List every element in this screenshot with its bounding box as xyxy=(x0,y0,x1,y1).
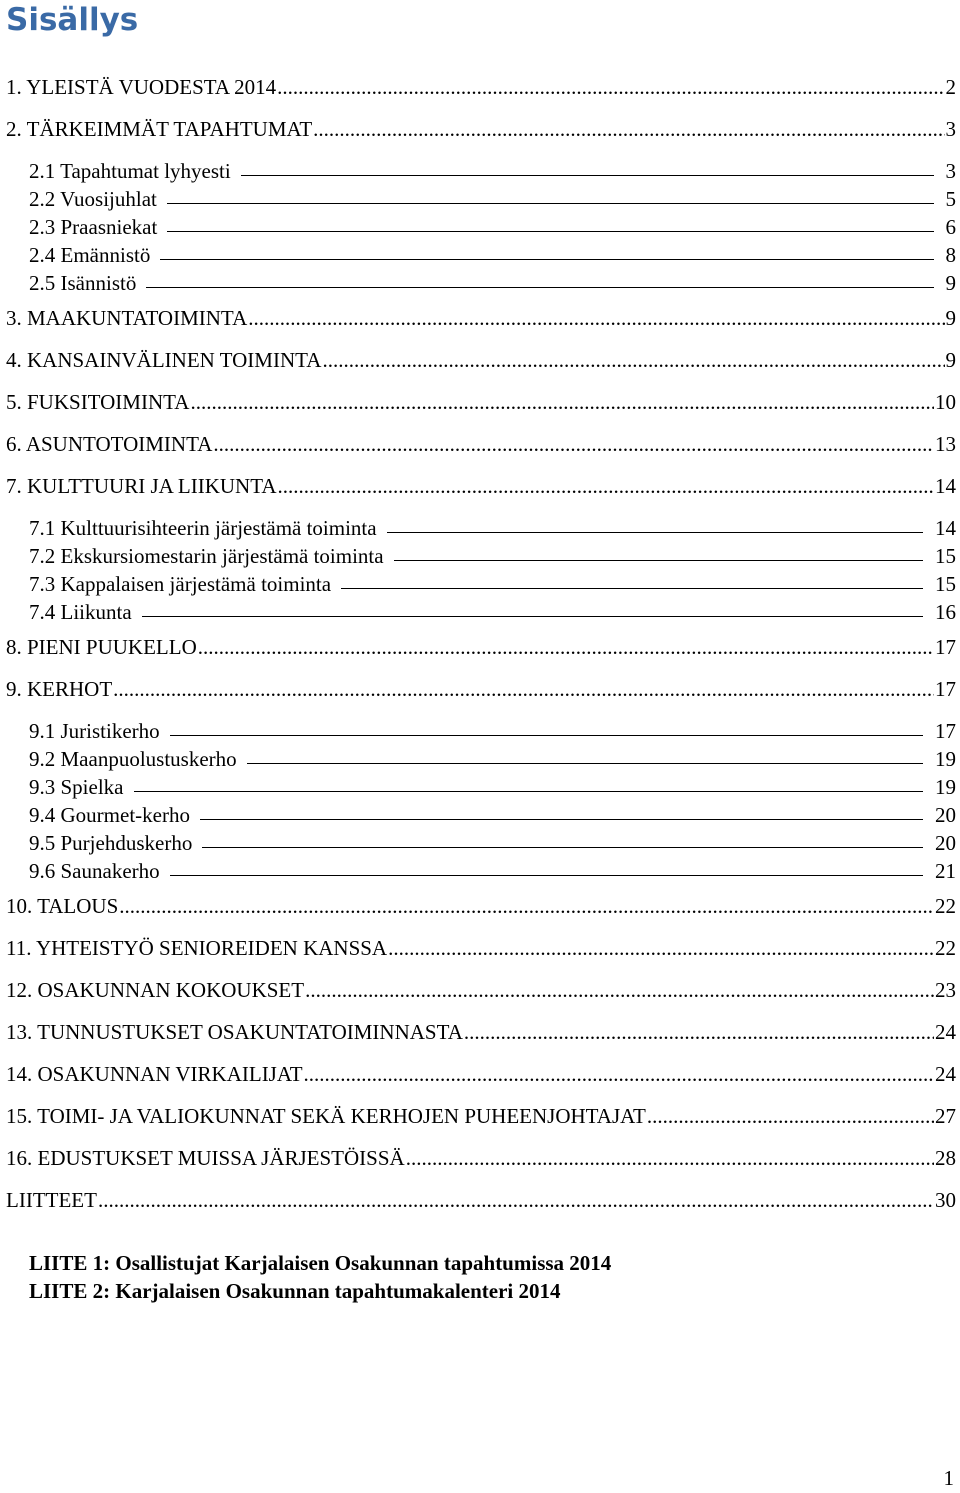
toc-entry-page: 9 xyxy=(945,348,956,372)
toc-entry-label: 9.6 Saunakerho xyxy=(29,859,160,883)
toc-entry-label: 4. KANSAINVÄLINEN TOIMINTA xyxy=(6,348,322,372)
toc-entry[interactable] xyxy=(6,423,956,465)
toc-entry-label: 7. KULTTUURI JA LIIKUNTA xyxy=(6,474,277,498)
toc-entry[interactable] xyxy=(6,801,956,829)
toc-entry-label: 9.4 Gourmet-kerho xyxy=(29,803,190,827)
toc-entry-page: 22 xyxy=(935,894,956,918)
toc-entry[interactable] xyxy=(6,745,956,773)
line-leader xyxy=(341,570,923,589)
toc-entry-page: 24 xyxy=(935,1062,956,1086)
line-leader xyxy=(394,542,923,561)
toc-entry[interactable] xyxy=(6,213,956,241)
toc-entry-page: 14 xyxy=(935,516,956,540)
toc-entry[interactable] xyxy=(6,381,956,423)
line-leader xyxy=(167,213,933,232)
toc-entry[interactable] xyxy=(6,269,956,297)
toc-entry-page: 19 xyxy=(935,775,956,799)
toc-entry[interactable] xyxy=(6,626,956,668)
toc-entry[interactable] xyxy=(6,339,956,381)
toc-entry[interactable] xyxy=(6,857,956,885)
toc-entry[interactable] xyxy=(6,157,956,185)
dot-leader xyxy=(305,969,934,1011)
toc-entry-label: 2.1 Tapahtumat lyhyesti xyxy=(29,159,231,183)
dot-leader xyxy=(388,927,934,969)
toc-entry-page: 22 xyxy=(935,936,956,960)
dot-leader xyxy=(464,1011,934,1053)
toc-entry-page: 5 xyxy=(945,187,956,211)
toc-entry-page: 8 xyxy=(945,243,956,267)
toc-entry-label: 9. KERHOT xyxy=(6,677,113,701)
toc-entry-page: 17 xyxy=(935,635,956,659)
line-leader xyxy=(160,241,933,260)
dot-leader xyxy=(190,381,934,423)
toc-entry-label: 1. YLEISTÄ VUODESTA 2014 xyxy=(6,75,277,99)
dot-leader xyxy=(213,423,934,465)
toc-entry-page: 15 xyxy=(935,544,956,568)
toc-entry[interactable] xyxy=(6,185,956,213)
toc-entry-label: 10. TALOUS xyxy=(6,894,119,918)
line-leader xyxy=(202,829,923,848)
toc-entry[interactable] xyxy=(6,542,956,570)
toc-entry-label: 7.2 Ekskursiomestarin järjestämä toiminta xyxy=(29,544,384,568)
toc-entry[interactable] xyxy=(6,108,956,150)
toc-entry-page: 3 xyxy=(945,117,956,141)
toc-entry-label: 9.5 Purjehduskerho xyxy=(29,831,193,855)
toc-entry-page: 20 xyxy=(935,831,956,855)
line-leader xyxy=(170,857,923,876)
toc-entry-page: 30 xyxy=(935,1188,956,1212)
toc-entry-page: 19 xyxy=(935,747,956,771)
line-leader xyxy=(170,717,923,736)
dot-leader xyxy=(113,668,934,710)
toc-entry-label: 5. FUKSITOIMINTA xyxy=(6,390,190,414)
toc-entry-page: 24 xyxy=(935,1020,956,1044)
toc-entry-page: 17 xyxy=(935,719,956,743)
appendix-item-1: LIITE 1: Osallistujat Karjalaisen Osakunnan tapahtumissa 2014 xyxy=(29,1251,612,1275)
toc-entry-label: 2.2 Vuosijuhlat xyxy=(29,187,157,211)
toc-entry-label: 7.1 Kulttuurisihteerin järjestämä toiminta xyxy=(29,516,377,540)
toc-entry-label: 12. OSAKUNNAN KOKOUKSET xyxy=(6,978,305,1002)
dot-leader xyxy=(119,885,934,927)
toc-entry-label: 3. MAAKUNTATOIMINTA xyxy=(6,306,248,330)
toc-entry-page: 14 xyxy=(935,474,956,498)
toc-entry-label: 7.4 Liikunta xyxy=(29,600,132,624)
toc-entry-page: 16 xyxy=(935,600,956,624)
toc-entry-label: 11. YHTEISTYÖ SENIOREIDEN KANSSA xyxy=(6,936,388,960)
toc-entry[interactable] xyxy=(6,297,956,339)
toc-entry[interactable] xyxy=(6,717,956,745)
line-leader xyxy=(146,269,933,288)
toc-entry[interactable] xyxy=(6,1011,956,1053)
dot-leader xyxy=(406,1137,934,1179)
line-leader xyxy=(247,745,923,764)
toc-entry[interactable] xyxy=(6,598,956,626)
toc-entry-page: 9 xyxy=(945,306,956,330)
toc-entry-label: 16. EDUSTUKSET MUISSA JÄRJESTÖISSÄ xyxy=(6,1146,405,1170)
toc-entry-page: 6 xyxy=(945,215,956,239)
toc-entry[interactable] xyxy=(6,1053,956,1095)
toc-entry-label: LIITTEET xyxy=(6,1188,97,1212)
line-leader xyxy=(200,801,923,820)
toc-entry[interactable] xyxy=(6,570,956,598)
line-leader xyxy=(167,185,934,204)
toc-entry-page: 13 xyxy=(935,432,956,456)
line-leader xyxy=(241,157,934,176)
toc-entry[interactable] xyxy=(6,885,956,927)
toc-entry-label: 9.1 Juristikerho xyxy=(29,719,160,743)
toc-entry[interactable] xyxy=(6,829,956,857)
dot-leader xyxy=(198,626,934,668)
dot-leader xyxy=(278,465,934,507)
toc-entry-label: 8. PIENI PUUKELLO xyxy=(6,635,197,659)
toc-entry[interactable] xyxy=(6,668,956,710)
toc-entry-page: 21 xyxy=(935,859,956,883)
dot-leader xyxy=(313,108,944,150)
dot-leader xyxy=(304,1053,934,1095)
toc-entry-page: 3 xyxy=(945,159,956,183)
line-leader xyxy=(142,598,923,617)
dot-leader xyxy=(98,1179,934,1221)
toc-entry-page: 10 xyxy=(935,390,956,414)
toc-entry-label: 7.3 Kappalaisen järjestämä toiminta xyxy=(29,572,332,596)
dot-leader xyxy=(322,339,944,381)
toc-entry-page: 17 xyxy=(935,677,956,701)
toc-entry-label: 15. TOIMI- JA VALIOKUNNAT SEKÄ KERHOJEN PUHEENJOHTAJAT xyxy=(6,1104,646,1128)
toc-entry-page: 15 xyxy=(935,572,956,596)
toc-entry-page: 2 xyxy=(945,75,956,99)
toc-entry-label: 2.5 Isännistö xyxy=(29,271,137,295)
toc-entry-label: 2. TÄRKEIMMÄT TAPAHTUMAT xyxy=(6,117,313,141)
toc-entry[interactable] xyxy=(6,514,956,542)
toc-entry-label: 14. OSAKUNNAN VIRKAILIJAT xyxy=(6,1062,303,1086)
toc-entry-label: 2.3 Praasniekat xyxy=(29,215,158,239)
toc-entry-page: 28 xyxy=(935,1146,956,1170)
line-leader xyxy=(387,514,923,533)
toc-list xyxy=(6,66,956,1221)
toc-entry-label: 13. TUNNUSTUKSET OSAKUNTATOIMINNASTA xyxy=(6,1020,463,1044)
toc-entry[interactable] xyxy=(6,969,956,1011)
page-number: 1 xyxy=(943,1466,954,1490)
toc-entry-page: 23 xyxy=(935,978,956,1002)
toc-entry[interactable] xyxy=(6,1137,956,1179)
dot-leader xyxy=(277,66,944,108)
dot-leader xyxy=(647,1095,934,1137)
toc-entry-page: 20 xyxy=(935,803,956,827)
toc-entry-label: 6. ASUNTOTOIMINTA xyxy=(6,432,213,456)
toc-entry-label: 9.3 Spielka xyxy=(29,775,124,799)
toc-entry[interactable] xyxy=(6,1179,956,1221)
line-leader xyxy=(134,773,924,792)
toc-entry-label: 2.4 Emännistö xyxy=(29,243,151,267)
toc-entry[interactable] xyxy=(6,465,956,507)
toc-entry[interactable] xyxy=(6,241,956,269)
toc-title: Sisällys xyxy=(6,2,139,38)
toc-entry[interactable] xyxy=(6,773,956,801)
appendix-item-2: LIITE 2: Karjalaisen Osakunnan tapahtumakalenteri 2014 xyxy=(29,1279,561,1303)
toc-entry[interactable] xyxy=(6,927,956,969)
toc-entry[interactable] xyxy=(6,66,956,108)
dot-leader xyxy=(248,297,944,339)
toc-entry-page: 27 xyxy=(935,1104,956,1128)
toc-entry-page: 9 xyxy=(945,271,956,295)
toc-entry-label: 9.2 Maanpuolustuskerho xyxy=(29,747,237,771)
appendix-list xyxy=(29,1249,611,1305)
toc-entry[interactable] xyxy=(6,1095,956,1137)
